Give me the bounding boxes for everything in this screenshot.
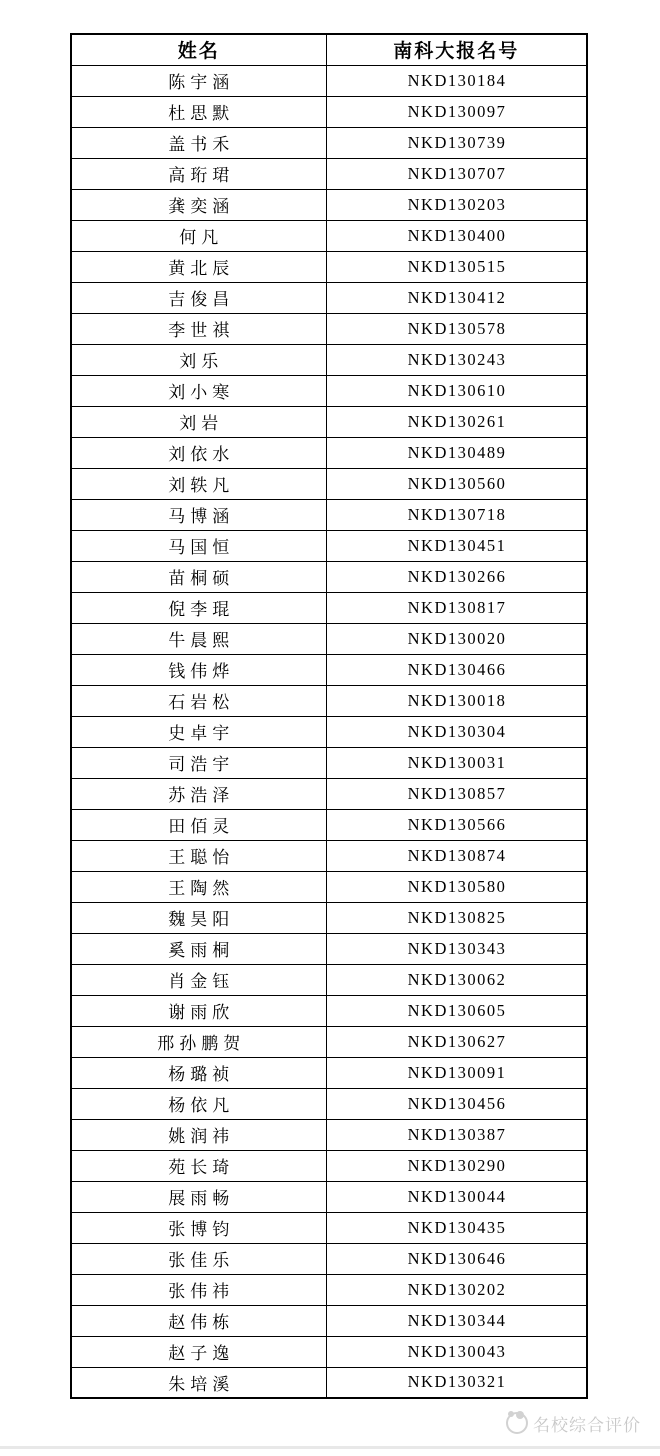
student-name: 奚雨桐 xyxy=(71,933,326,964)
registration-number: NKD130435 xyxy=(326,1212,587,1243)
student-name: 姚润祎 xyxy=(71,1119,326,1150)
table-row xyxy=(71,1274,587,1305)
registration-number: NKD130043 xyxy=(326,1336,587,1367)
table-row xyxy=(71,406,587,437)
registration-number: NKD130387 xyxy=(326,1119,587,1150)
student-name: 肖金钰 xyxy=(71,964,326,995)
table-row xyxy=(71,1026,587,1057)
student-name: 杨璐祯 xyxy=(71,1057,326,1088)
registration-number: NKD130321 xyxy=(326,1367,587,1398)
student-name: 杨依凡 xyxy=(71,1088,326,1119)
student-name: 马国恒 xyxy=(71,530,326,561)
table-row xyxy=(71,220,587,251)
table-row xyxy=(71,995,587,1026)
student-name: 李世祺 xyxy=(71,313,326,344)
registration-number: NKD130261 xyxy=(326,406,587,437)
table-row xyxy=(71,1088,587,1119)
student-name: 张佳乐 xyxy=(71,1243,326,1274)
student-name: 刘乐 xyxy=(71,344,326,375)
student-name: 吉俊昌 xyxy=(71,282,326,313)
registration-number: NKD130202 xyxy=(326,1274,587,1305)
table-row xyxy=(71,1243,587,1274)
table-row xyxy=(71,158,587,189)
student-name: 陈宇涵 xyxy=(71,65,326,96)
student-name: 刘轶凡 xyxy=(71,468,326,499)
registration-number: NKD130707 xyxy=(326,158,587,189)
student-name: 钱伟烨 xyxy=(71,654,326,685)
table-row xyxy=(71,716,587,747)
registration-number: NKD130560 xyxy=(326,468,587,499)
student-name: 王陶然 xyxy=(71,871,326,902)
registration-number: NKD130243 xyxy=(326,344,587,375)
student-name: 司浩宇 xyxy=(71,747,326,778)
table-row xyxy=(71,1305,587,1336)
table-row xyxy=(71,747,587,778)
table-row xyxy=(71,499,587,530)
registration-number: NKD130044 xyxy=(326,1181,587,1212)
table-row xyxy=(71,809,587,840)
registration-number: NKD130020 xyxy=(326,623,587,654)
student-name: 邢孙鹏贺 xyxy=(71,1026,326,1057)
table-row xyxy=(71,654,587,685)
student-name: 魏昊阳 xyxy=(71,902,326,933)
table-row xyxy=(71,313,587,344)
table-row xyxy=(71,1181,587,1212)
watermark-text: 名校综合评价 xyxy=(533,1415,641,1435)
table-row xyxy=(71,933,587,964)
column-header-regno: 南科大报名号 xyxy=(326,34,587,65)
registration-number: NKD130203 xyxy=(326,189,587,220)
table-row xyxy=(71,468,587,499)
student-name: 倪李琨 xyxy=(71,592,326,623)
student-name: 朱培溪 xyxy=(71,1367,326,1398)
student-name: 石岩松 xyxy=(71,685,326,716)
table-row xyxy=(71,1212,587,1243)
registration-number: NKD130718 xyxy=(326,499,587,530)
registration-number: NKD130031 xyxy=(326,747,587,778)
column-header-name: 姓名 xyxy=(71,34,326,65)
table-row xyxy=(71,1336,587,1367)
registration-number: NKD130566 xyxy=(326,809,587,840)
student-name: 张伟祎 xyxy=(71,1274,326,1305)
table-row xyxy=(71,623,587,654)
student-name: 赵伟栋 xyxy=(71,1305,326,1336)
student-name: 史卓宇 xyxy=(71,716,326,747)
student-name: 王聪怡 xyxy=(71,840,326,871)
student-name: 展雨畅 xyxy=(71,1181,326,1212)
table-row xyxy=(71,127,587,158)
table-row xyxy=(71,1150,587,1181)
registration-number: NKD130874 xyxy=(326,840,587,871)
registration-number: NKD130304 xyxy=(326,716,587,747)
table-row xyxy=(71,1367,587,1398)
table-row xyxy=(71,1119,587,1150)
registration-number: NKD130097 xyxy=(326,96,587,127)
table-row xyxy=(71,778,587,809)
table-row xyxy=(71,375,587,406)
registration-number: NKD130451 xyxy=(326,530,587,561)
table-row xyxy=(71,530,587,561)
student-name: 刘小寒 xyxy=(71,375,326,406)
registration-number: NKD130400 xyxy=(326,220,587,251)
student-name: 谢雨欣 xyxy=(71,995,326,1026)
registration-number: NKD130062 xyxy=(326,964,587,995)
registration-number: NKD130091 xyxy=(326,1057,587,1088)
registration-number: NKD130290 xyxy=(326,1150,587,1181)
student-name: 盖书禾 xyxy=(71,127,326,158)
registration-number: NKD130627 xyxy=(326,1026,587,1057)
table-row xyxy=(71,561,587,592)
registration-roster-table xyxy=(70,33,588,1399)
student-name: 牛晨熙 xyxy=(71,623,326,654)
student-name: 黄北辰 xyxy=(71,251,326,282)
table-row xyxy=(71,871,587,902)
registration-number: NKD130739 xyxy=(326,127,587,158)
student-name: 苗桐硕 xyxy=(71,561,326,592)
table-row xyxy=(71,685,587,716)
table-row xyxy=(71,840,587,871)
student-name: 刘岩 xyxy=(71,406,326,437)
table-row xyxy=(71,1057,587,1088)
bottom-divider xyxy=(0,1446,660,1449)
table-row xyxy=(71,902,587,933)
registration-number: NKD130266 xyxy=(326,561,587,592)
student-name: 苑长琦 xyxy=(71,1150,326,1181)
table-row xyxy=(71,282,587,313)
student-name: 杜思默 xyxy=(71,96,326,127)
student-name: 龚奕涵 xyxy=(71,189,326,220)
registration-number: NKD130344 xyxy=(326,1305,587,1336)
registration-number: NKD130489 xyxy=(326,437,587,468)
registration-number: NKD130825 xyxy=(326,902,587,933)
student-name: 高珩珺 xyxy=(71,158,326,189)
student-name: 田佰灵 xyxy=(71,809,326,840)
registration-number: NKD130456 xyxy=(326,1088,587,1119)
watermark xyxy=(506,1409,641,1437)
registration-number: NKD130184 xyxy=(326,65,587,96)
registration-number: NKD130580 xyxy=(326,871,587,902)
registration-number: NKD130857 xyxy=(326,778,587,809)
student-name: 张博钧 xyxy=(71,1212,326,1243)
registration-number: NKD130466 xyxy=(326,654,587,685)
panda-badge-icon xyxy=(506,1412,528,1434)
student-name: 马博涵 xyxy=(71,499,326,530)
table-body xyxy=(71,65,587,1398)
table-row xyxy=(71,189,587,220)
table-row xyxy=(71,96,587,127)
table-row xyxy=(71,437,587,468)
table-row xyxy=(71,251,587,282)
registration-number: NKD130605 xyxy=(326,995,587,1026)
registration-number: NKD130018 xyxy=(326,685,587,716)
registration-number: NKD130817 xyxy=(326,592,587,623)
header-row xyxy=(71,34,587,65)
registration-number: NKD130412 xyxy=(326,282,587,313)
student-name: 刘依水 xyxy=(71,437,326,468)
student-name: 何凡 xyxy=(71,220,326,251)
registration-number: NKD130610 xyxy=(326,375,587,406)
registration-number: NKD130646 xyxy=(326,1243,587,1274)
table-row xyxy=(71,964,587,995)
student-name: 赵子逸 xyxy=(71,1336,326,1367)
table-row xyxy=(71,592,587,623)
table-row xyxy=(71,344,587,375)
registration-number: NKD130343 xyxy=(326,933,587,964)
registration-number: NKD130578 xyxy=(326,313,587,344)
table-row xyxy=(71,65,587,96)
student-name: 苏浩泽 xyxy=(71,778,326,809)
registration-number: NKD130515 xyxy=(326,251,587,282)
